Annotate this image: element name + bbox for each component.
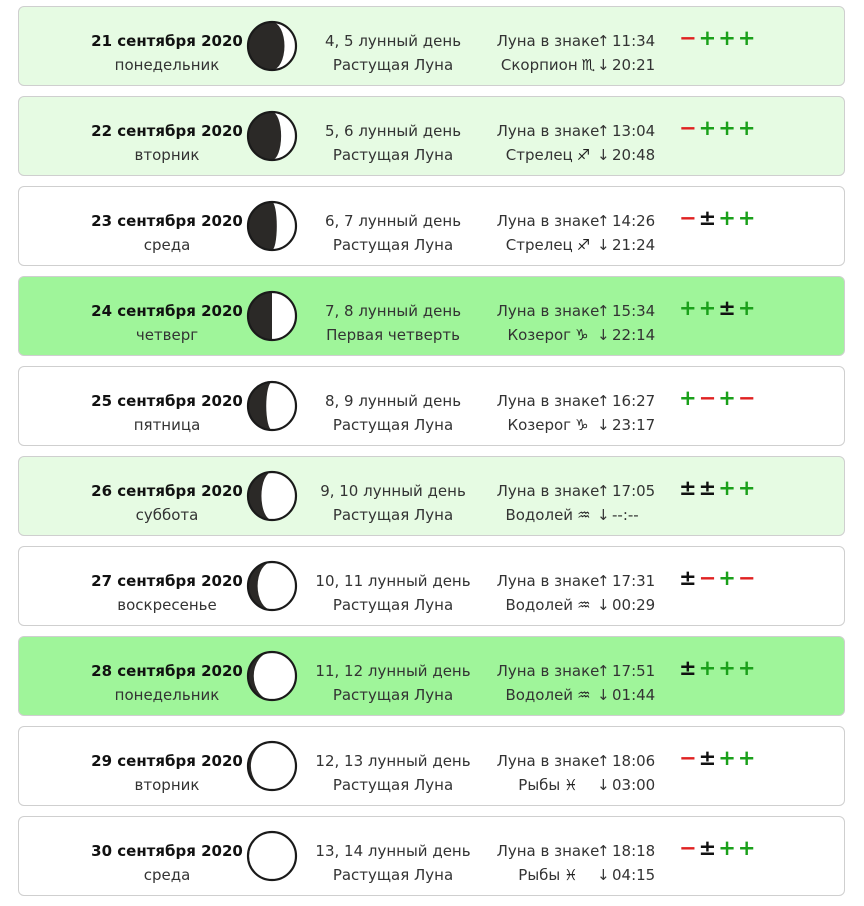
calendar-row[interactable] xyxy=(18,96,845,176)
zodiac-sign xyxy=(481,233,615,257)
zodiac-sign xyxy=(481,413,615,437)
arrow-up-icon: ↑ xyxy=(597,662,610,680)
arrow-down-icon: ↓ xyxy=(597,236,610,254)
favorability-mark: ± xyxy=(718,296,738,320)
date-cell xyxy=(67,389,267,437)
moonrise-time xyxy=(597,119,655,143)
moonrise-time xyxy=(597,389,655,413)
date-label: 23 сентября 2020 xyxy=(91,212,243,230)
favorability-mark: ± xyxy=(698,476,719,500)
date-cell xyxy=(67,749,267,797)
zodiac-cell xyxy=(481,29,615,77)
lunar-day-cell xyxy=(304,29,482,77)
favorability-mark: − xyxy=(679,746,699,770)
moon-phase-graphic xyxy=(245,559,299,613)
arrow-down-icon: ↓ xyxy=(597,326,610,344)
calendar-row[interactable] xyxy=(18,456,845,536)
lunar-day-cell xyxy=(304,749,482,797)
rise-set-cell xyxy=(597,839,655,887)
zodiac-sign-label: Козерог xyxy=(507,326,572,344)
rise-set-cell xyxy=(597,569,655,617)
weekday-label: понедельник xyxy=(114,56,220,74)
date-label: 29 сентября 2020 xyxy=(91,752,243,770)
moon-phase-label: Растущая Луна xyxy=(332,866,454,884)
moonset-value: 22:14 xyxy=(612,326,656,344)
moonset-value: 20:48 xyxy=(612,146,656,164)
lunar-day-label: 10, 11 лунный день xyxy=(315,572,471,590)
zodiac-sign-icon: ♑ xyxy=(575,416,589,434)
favorability-mark: + xyxy=(718,476,738,500)
moon-phase-graphic xyxy=(245,739,299,793)
weekday-label: вторник xyxy=(134,776,200,794)
favorability-marks xyxy=(679,205,757,231)
moonset-value: 03:00 xyxy=(612,776,656,794)
rise-set-cell xyxy=(597,389,655,437)
zodiac-sign xyxy=(481,323,615,347)
lunar-day-cell xyxy=(304,119,482,167)
moon-phase-icon xyxy=(245,739,299,793)
zodiac-sign xyxy=(481,503,615,527)
weekday-label: суббота xyxy=(135,506,199,524)
moon-phase-label: Растущая Луна xyxy=(332,56,454,74)
date-cell xyxy=(67,119,267,167)
zodiac-sign-label: Скорпион xyxy=(500,56,578,74)
zodiac-cell xyxy=(481,749,615,797)
date-label: 21 сентября 2020 xyxy=(91,32,243,50)
zodiac-sign-icon: ♓ xyxy=(564,866,578,884)
favorability-mark: + xyxy=(737,746,758,770)
favorability-mark: − xyxy=(679,206,699,230)
date-label: 25 сентября 2020 xyxy=(91,392,243,410)
favorability-mark: + xyxy=(698,26,719,50)
zodiac-caption: Луна в знаке xyxy=(496,302,600,320)
zodiac-sign-icon: ♑ xyxy=(575,326,589,344)
lunar-day-label: 4, 5 лунный день xyxy=(324,32,462,50)
favorability-mark: + xyxy=(718,386,738,410)
zodiac-sign-label: Козерог xyxy=(507,416,572,434)
zodiac-sign-label: Водолей xyxy=(505,686,574,704)
date-cell xyxy=(67,839,267,887)
zodiac-cell xyxy=(481,119,615,167)
moon-phase-label: Растущая Луна xyxy=(332,686,454,704)
moon-phase-icon xyxy=(245,109,299,163)
moonset-value: --:-- xyxy=(612,506,639,524)
lunar-day-cell xyxy=(304,659,482,707)
moon-phase-graphic xyxy=(245,289,299,343)
moonrise-value: 18:18 xyxy=(612,842,656,860)
arrow-up-icon: ↑ xyxy=(597,392,610,410)
moonrise-value: 17:05 xyxy=(612,482,656,500)
zodiac-sign xyxy=(481,863,615,887)
date-cell xyxy=(67,299,267,347)
moon-phase-icon xyxy=(245,829,299,883)
moonrise-value: 11:34 xyxy=(612,32,656,50)
calendar-row[interactable] xyxy=(18,816,845,896)
favorability-marks xyxy=(679,655,757,681)
favorability-mark: + xyxy=(718,566,738,590)
lunar-day-label: 8, 9 лунный день xyxy=(324,392,462,410)
moonrise-value: 17:51 xyxy=(612,662,656,680)
moon-phase-icon xyxy=(245,19,299,73)
lunar-day-cell xyxy=(304,209,482,257)
moon-phase-graphic xyxy=(245,199,299,253)
zodiac-caption: Луна в знаке xyxy=(496,752,600,770)
favorability-mark: − xyxy=(679,116,699,140)
zodiac-sign-icon: ♒ xyxy=(577,506,591,524)
moon-phase-graphic xyxy=(245,379,299,433)
arrow-up-icon: ↑ xyxy=(597,842,610,860)
zodiac-sign-label: Стрелец xyxy=(505,146,573,164)
arrow-down-icon: ↓ xyxy=(597,686,610,704)
moon-phase-icon xyxy=(245,289,299,343)
favorability-marks xyxy=(679,385,757,411)
favorability-mark: + xyxy=(718,26,738,50)
zodiac-sign xyxy=(481,683,615,707)
favorability-marks xyxy=(679,295,757,321)
weekday-label: четверг xyxy=(135,326,199,344)
arrow-down-icon: ↓ xyxy=(597,56,610,74)
arrow-up-icon: ↑ xyxy=(597,482,610,500)
rise-set-cell xyxy=(597,299,655,347)
weekday-label: пятница xyxy=(133,416,201,434)
moonrise-time xyxy=(597,29,655,53)
date-label: 26 сентября 2020 xyxy=(91,482,243,500)
zodiac-caption: Луна в знаке xyxy=(496,212,600,230)
zodiac-sign-icon: ♒ xyxy=(577,686,591,704)
zodiac-cell xyxy=(481,479,615,527)
moonset-time xyxy=(597,683,655,707)
moonrise-value: 15:34 xyxy=(612,302,656,320)
favorability-mark: ± xyxy=(698,746,719,770)
rise-set-cell xyxy=(597,209,655,257)
favorability-marks xyxy=(679,565,757,591)
arrow-down-icon: ↓ xyxy=(597,506,610,524)
favorability-mark: − xyxy=(698,386,719,410)
arrow-up-icon: ↑ xyxy=(597,572,610,590)
lunar-day-cell xyxy=(304,389,482,437)
moonrise-value: 16:27 xyxy=(612,392,656,410)
moon-phase-graphic xyxy=(245,109,299,163)
moonset-time xyxy=(597,503,655,527)
zodiac-cell xyxy=(481,839,615,887)
favorability-mark: + xyxy=(698,116,719,140)
favorability-marks xyxy=(679,475,757,501)
calendar-row[interactable] xyxy=(18,636,845,716)
date-cell xyxy=(67,479,267,527)
zodiac-sign xyxy=(481,143,615,167)
favorability-mark: − xyxy=(679,26,699,50)
favorability-marks xyxy=(679,25,757,51)
zodiac-sign-icon: ♒ xyxy=(577,596,591,614)
favorability-mark: + xyxy=(718,116,738,140)
rise-set-cell xyxy=(597,749,655,797)
moonset-time xyxy=(597,773,655,797)
weekday-label: среда xyxy=(143,866,191,884)
moonrise-value: 14:26 xyxy=(612,212,656,230)
zodiac-caption: Луна в знаке xyxy=(496,392,600,410)
moonset-time xyxy=(597,413,655,437)
moonrise-time xyxy=(597,479,655,503)
moonset-value: 04:15 xyxy=(612,866,656,884)
favorability-mark: + xyxy=(679,296,699,320)
date-label: 24 сентября 2020 xyxy=(91,302,243,320)
moonrise-time xyxy=(597,839,655,863)
lunar-day-cell xyxy=(304,479,482,527)
date-label: 22 сентября 2020 xyxy=(91,122,243,140)
zodiac-caption: Луна в знаке xyxy=(496,842,600,860)
favorability-mark: ± xyxy=(698,836,719,860)
moonset-value: 21:24 xyxy=(612,236,656,254)
date-label: 28 сентября 2020 xyxy=(91,662,243,680)
moon-phase-icon xyxy=(245,379,299,433)
favorability-mark: ± xyxy=(698,206,719,230)
zodiac-caption: Луна в знаке xyxy=(496,32,600,50)
moonset-value: 20:21 xyxy=(612,56,656,74)
favorability-mark: + xyxy=(737,476,758,500)
lunar-calendar-list xyxy=(18,6,845,906)
favorability-mark: − xyxy=(679,836,699,860)
weekday-label: среда xyxy=(143,236,191,254)
arrow-up-icon: ↑ xyxy=(597,212,610,230)
lunar-day-label: 12, 13 лунный день xyxy=(315,752,471,770)
zodiac-sign-label: Рыбы xyxy=(518,866,561,884)
zodiac-caption: Луна в знаке xyxy=(496,482,600,500)
zodiac-sign-icon: ♐ xyxy=(576,236,591,254)
moonset-value: 23:17 xyxy=(612,416,656,434)
moonset-value: 01:44 xyxy=(612,686,656,704)
lunar-day-cell xyxy=(304,569,482,617)
moon-phase-graphic xyxy=(245,649,299,703)
moon-phase-label: Растущая Луна xyxy=(332,416,454,434)
moonset-value: 00:29 xyxy=(612,596,656,614)
date-cell xyxy=(67,569,267,617)
moonset-time xyxy=(597,593,655,617)
arrow-up-icon: ↑ xyxy=(597,752,610,770)
zodiac-sign-icon: ♓ xyxy=(564,776,578,794)
calendar-row[interactable] xyxy=(18,546,845,626)
arrow-down-icon: ↓ xyxy=(597,776,610,794)
favorability-mark: + xyxy=(718,656,738,680)
lunar-day-label: 7, 8 лунный день xyxy=(324,302,462,320)
moon-phase-label: Растущая Луна xyxy=(332,776,454,794)
zodiac-sign-icon: ♏ xyxy=(581,56,596,74)
favorability-mark: − xyxy=(737,566,758,590)
moon-phase-label: Растущая Луна xyxy=(332,596,454,614)
arrow-down-icon: ↓ xyxy=(597,596,610,614)
moonrise-time xyxy=(597,659,655,683)
favorability-mark: ± xyxy=(679,476,699,500)
moonrise-value: 17:31 xyxy=(612,572,656,590)
date-cell xyxy=(67,209,267,257)
zodiac-caption: Луна в знаке xyxy=(496,572,600,590)
weekday-label: понедельник xyxy=(114,686,220,704)
lunar-day-label: 13, 14 лунный день xyxy=(315,842,471,860)
favorability-marks xyxy=(679,115,757,141)
moon-phase-graphic xyxy=(245,19,299,73)
zodiac-cell xyxy=(481,659,615,707)
lunar-day-label: 6, 7 лунный день xyxy=(324,212,462,230)
favorability-mark: + xyxy=(737,296,758,320)
favorability-mark: + xyxy=(737,836,758,860)
moonset-time xyxy=(597,863,655,887)
rise-set-cell xyxy=(597,479,655,527)
zodiac-sign-label: Водолей xyxy=(505,596,574,614)
lunar-day-label: 5, 6 лунный день xyxy=(324,122,462,140)
date-cell xyxy=(67,29,267,77)
favorability-mark: + xyxy=(737,206,758,230)
favorability-mark: + xyxy=(718,746,738,770)
zodiac-caption: Луна в знаке xyxy=(496,662,600,680)
moonset-time xyxy=(597,233,655,257)
favorability-mark: + xyxy=(698,296,719,320)
date-label: 30 сентября 2020 xyxy=(91,842,243,860)
moonrise-value: 13:04 xyxy=(612,122,656,140)
zodiac-sign xyxy=(481,773,615,797)
lunar-day-label: 11, 12 лунный день xyxy=(315,662,471,680)
moonset-time xyxy=(597,323,655,347)
moonrise-time xyxy=(597,209,655,233)
moon-phase-icon xyxy=(245,559,299,613)
favorability-mark: + xyxy=(737,656,758,680)
moonrise-value: 18:06 xyxy=(612,752,656,770)
arrow-down-icon: ↓ xyxy=(597,866,610,884)
arrow-down-icon: ↓ xyxy=(597,416,610,434)
zodiac-cell xyxy=(481,389,615,437)
arrow-up-icon: ↑ xyxy=(597,122,610,140)
moon-phase-label: Растущая Луна xyxy=(332,236,454,254)
moon-phase-label: Растущая Луна xyxy=(332,506,454,524)
calendar-row[interactable] xyxy=(18,186,845,266)
rise-set-cell xyxy=(597,659,655,707)
favorability-marks xyxy=(679,835,757,861)
zodiac-sign-label: Рыбы xyxy=(518,776,561,794)
moonrise-time xyxy=(597,299,655,323)
zodiac-cell xyxy=(481,569,615,617)
zodiac-cell xyxy=(481,209,615,257)
moon-phase-icon xyxy=(245,199,299,253)
moon-phase-graphic xyxy=(245,469,299,523)
zodiac-sign-label: Водолей xyxy=(505,506,574,524)
favorability-marks xyxy=(679,745,757,771)
calendar-row[interactable] xyxy=(18,6,845,86)
weekday-label: вторник xyxy=(134,146,200,164)
date-label: 27 сентября 2020 xyxy=(91,572,243,590)
zodiac-caption: Луна в знаке xyxy=(496,122,600,140)
zodiac-sign-label: Стрелец xyxy=(505,236,573,254)
favorability-mark: + xyxy=(718,206,738,230)
favorability-mark: + xyxy=(737,26,758,50)
favorability-mark: + xyxy=(698,656,719,680)
moonset-time xyxy=(597,143,655,167)
rise-set-cell xyxy=(597,119,655,167)
lunar-day-label: 9, 10 лунный день xyxy=(320,482,466,500)
favorability-mark: + xyxy=(737,116,758,140)
moonrise-time xyxy=(597,749,655,773)
calendar-row[interactable] xyxy=(18,276,845,356)
moon-phase-icon xyxy=(245,649,299,703)
lunar-day-cell xyxy=(304,299,482,347)
moon-phase-icon xyxy=(245,469,299,523)
favorability-mark: + xyxy=(679,386,699,410)
arrow-up-icon: ↑ xyxy=(597,302,610,320)
weekday-label: воскресенье xyxy=(117,596,217,614)
favorability-mark: ± xyxy=(679,656,699,680)
calendar-row[interactable] xyxy=(18,726,845,806)
favorability-mark: ± xyxy=(679,566,699,590)
rise-set-cell xyxy=(597,29,655,77)
favorability-mark: − xyxy=(737,386,758,410)
moon-phase-label: Первая четверть xyxy=(326,326,460,344)
arrow-up-icon: ↑ xyxy=(597,32,610,50)
zodiac-sign xyxy=(481,593,615,617)
zodiac-sign-icon: ♐ xyxy=(576,146,591,164)
favorability-mark: + xyxy=(718,836,738,860)
arrow-down-icon: ↓ xyxy=(597,146,610,164)
moon-phase-label: Растущая Луна xyxy=(332,146,454,164)
moon-phase-graphic xyxy=(245,829,299,883)
moonset-time xyxy=(597,53,655,77)
lunar-day-cell xyxy=(304,839,482,887)
calendar-row[interactable] xyxy=(18,366,845,446)
favorability-mark: − xyxy=(698,566,719,590)
zodiac-sign xyxy=(481,53,615,77)
moonrise-time xyxy=(597,569,655,593)
zodiac-cell xyxy=(481,299,615,347)
date-cell xyxy=(67,659,267,707)
